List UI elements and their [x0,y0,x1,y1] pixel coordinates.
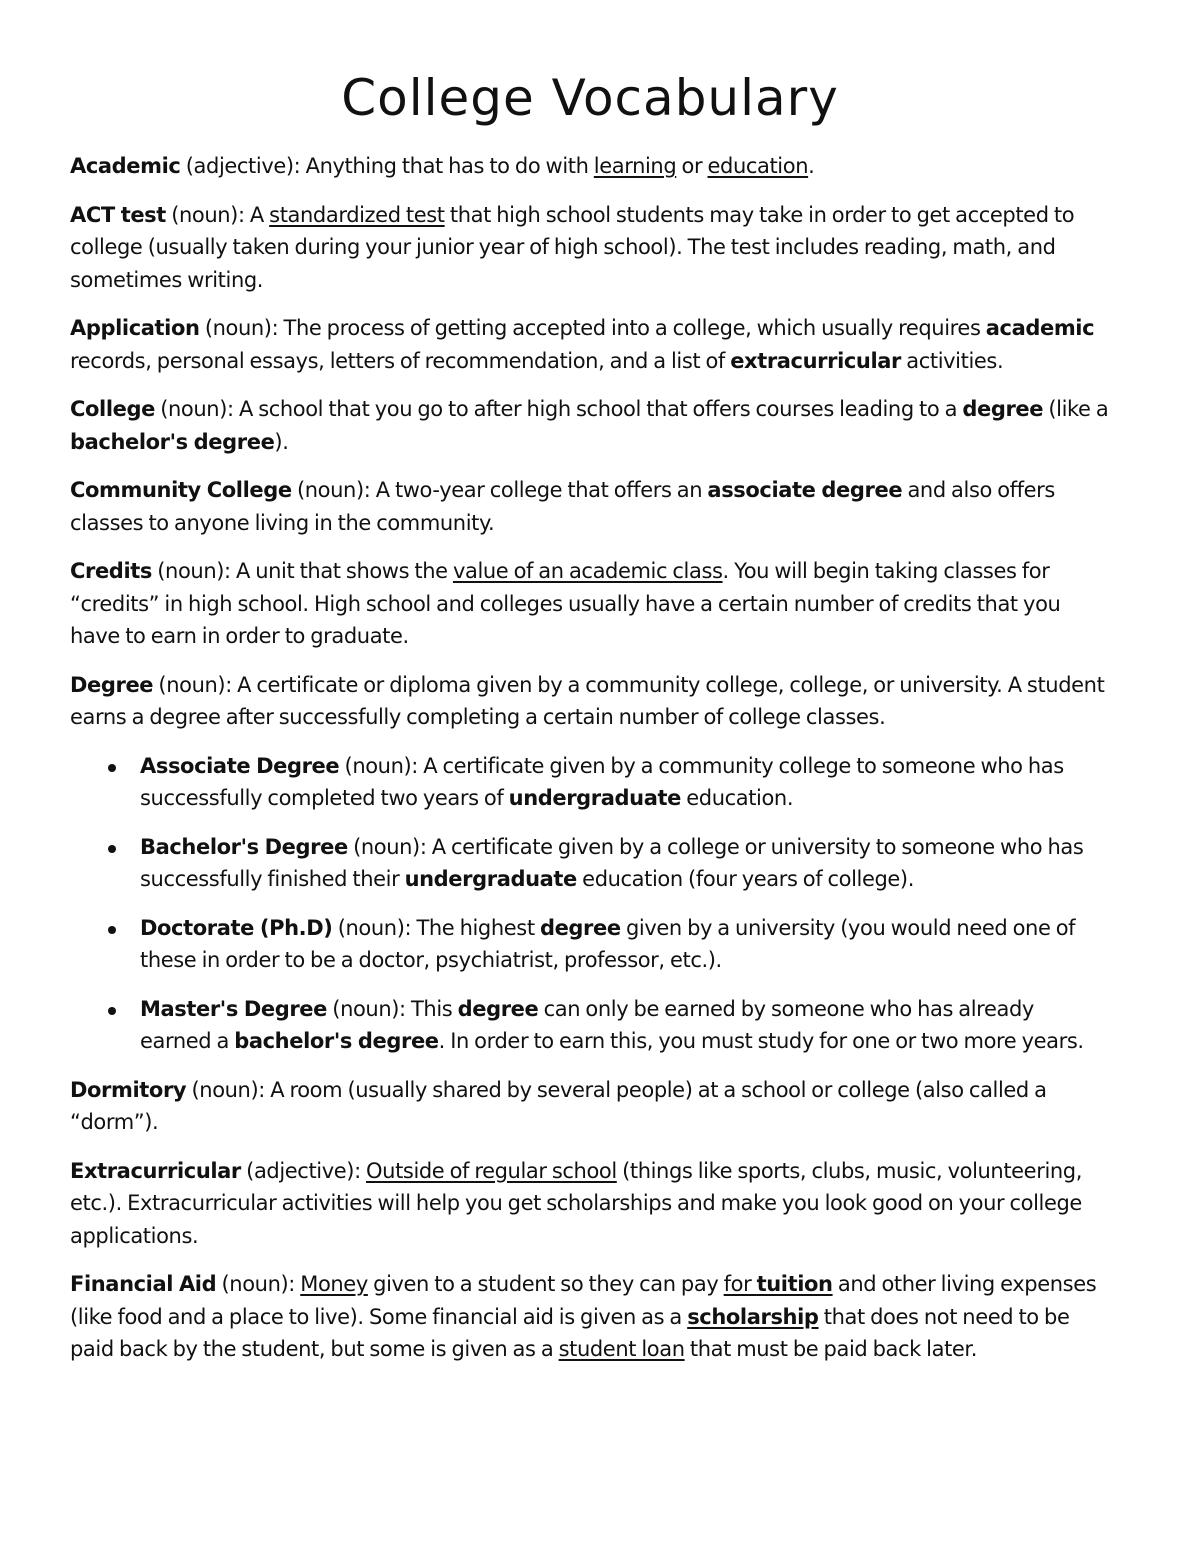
bold-text: undergraduate [508,786,681,810]
term: Degree [70,672,154,697]
bold-text: degree [457,996,539,1021]
underlined-text: value of an academic class [452,559,723,583]
term: Doctorate (Ph.D) [140,915,333,940]
page-title: College Vocabulary [341,69,839,127]
underlined-text: standardized test [269,202,445,227]
degree-types-list [70,750,1110,1058]
bold-text: bachelor's degree [70,429,275,454]
entry-masters-degree: Master's Degree (noun): This degree can only be earned by someone who has already earned a bachelor's degree. In order to earn this, you must study for one or two more years. [140,993,1110,1058]
term: Master's Degree [140,996,327,1021]
term: ACT test [70,202,166,227]
entry-application: Application (noun): The process of getting accepted into a college, which usually requires academic records, personal essays, letters of recommendation, and a list of extracurricular activities. [70,316,1095,373]
bold-text: bachelor's degree [234,1029,439,1053]
underlined-text: for tuition [723,1272,833,1296]
vocabulary-list [70,150,1110,1382]
entry-act-test: ACT test (noun): A standardized test that high school students may take in order to get accepted to college (usually taken during your junior year of high school). The test includes reading, math, and sometimes writing. [70,202,1075,292]
entry-credits: Credits (noun): A unit that shows the value of an academic class. You will begin taking classes for “credits” in high school. High school and colleges usually have a certain number of credits that you have to earn in order to graduate. [70,559,1061,648]
term: Extracurricular [70,1158,241,1183]
bold-text: academic [985,316,1095,340]
term: Application [70,316,200,340]
term: Credits [70,559,152,583]
bold-text: degree [539,915,621,940]
entry-college: College (noun): A school that you go to after high school that offers courses leading to a degree (like a bachelor's degree). [70,397,1109,454]
underlined-text [687,1305,818,1329]
bold-text: associate degree [707,478,903,502]
entry-degree: Degree (noun): A certificate or diploma given by a community college, college, or university. A student earns a degree after successfully completing a certain number of college classes. [70,672,1105,729]
underlined-text: Outside of regular school [366,1158,617,1183]
entry-academic: Academic (adjective): Anything that has to do with learning or education. [70,154,815,178]
term: Dormitory [70,1077,187,1102]
term: Financial Aid [70,1272,217,1296]
underlined-text: Money [300,1272,368,1296]
entry-bachelors-degree: Bachelor's Degree (noun): A certificate given by a college or university to someone who has successfully finished their undergraduate education (four years of college). [140,831,1110,896]
bold-text: undergraduate [404,867,577,891]
entry-financial-aid: Financial Aid (noun): Money given to a student so they can pay for tuition and other living expenses (like food and a place to live). Some financial aid is given as a scholarship that does not need to be paid back by the student, but some is given as a student loan that must be paid back later. [70,1272,1097,1361]
underlined-text: student loan [558,1337,685,1361]
term: Community College [70,478,292,502]
entry-doctorate: Doctorate (Ph.D) (noun): The highest degree given by a university (you would need one of these in order to be a doctor, psychiatrist, professor, etc.). [140,912,1110,977]
entry-community-college: Community College (noun): A two-year college that offers an associate degree and also offers classes to anyone living in the community. [70,478,1055,535]
bold-text: tuition [756,1272,833,1296]
bold-text: degree [962,397,1044,421]
term: Associate Degree [140,753,340,778]
entry-extracurricular: Extracurricular (adjective): Outside of regular school (things like sports, clubs, music, volunteering, etc.). Extracurricular activities will help you get scholarships and make you look good on your college applications. [70,1158,1082,1248]
term: Bachelor's Degree [140,834,348,859]
underlined-text: learning [593,154,677,178]
bold-text: extracurricular [730,348,901,373]
underlined-text: education [707,154,809,178]
term: Academic [70,154,181,178]
bold-text: scholarship [687,1304,819,1329]
term: College [70,397,155,421]
entry-dormitory: Dormitory (noun): A room (usually shared by several people) at a school or college (also called a “dorm”). [70,1077,1047,1134]
entry-associate-degree: Associate Degree (noun): A certificate given by a community college to someone who has successfully completed two years of undergraduate education. [140,750,1110,815]
